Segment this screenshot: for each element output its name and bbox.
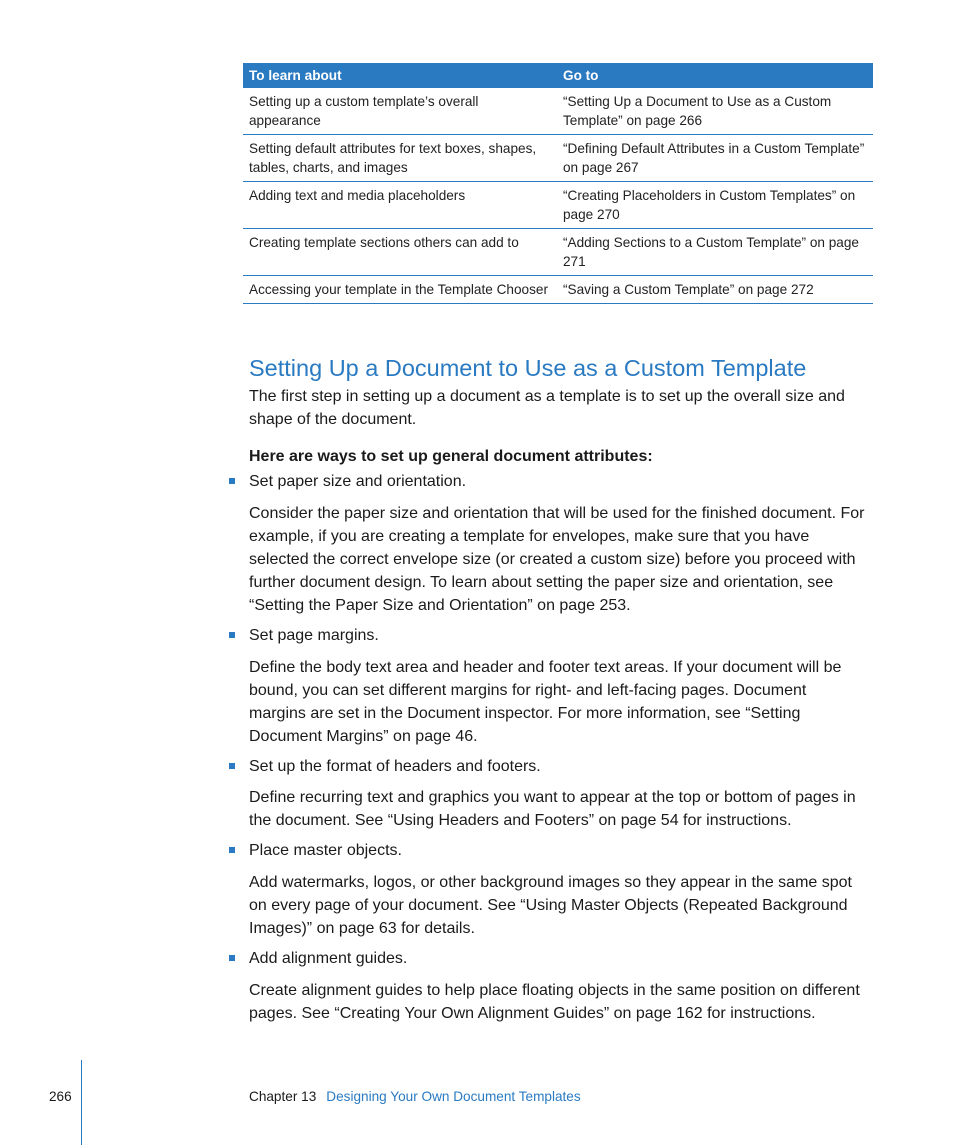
table-row <box>243 229 873 276</box>
bullet-label: Place master objects. <box>249 842 402 859</box>
table-cell-topic: Adding text and media placeholders <box>243 182 557 229</box>
table-cell-reference[interactable]: “Creating Placeholders in Custom Templates” on page 270 <box>557 182 873 229</box>
bullet-square-icon <box>229 763 235 769</box>
table-cell-topic: Setting default attributes for text boxes, shapes, tables, charts, and images <box>243 135 557 182</box>
page-number: 266 <box>49 1089 72 1104</box>
table-cell-topic: Setting up a custom template’s overall appearance <box>243 88 557 135</box>
footer-chapter <box>249 1089 581 1104</box>
bullet-body: Create alignment guides to help place floating objects in the same position on different pages. See “Creating Your Own Alignment Guides” on page 162 for instructions. <box>249 982 860 1022</box>
table-cell-reference[interactable]: “Adding Sections to a Custom Template” on page 271 <box>557 229 873 276</box>
lead-paragraph: Here are ways to set up general document attributes: <box>249 448 653 465</box>
chapter-title-link[interactable]: Designing Your Own Document Templates <box>326 1089 581 1104</box>
bullet-square-icon <box>229 847 235 853</box>
table-row <box>243 135 873 182</box>
bullet-square-icon <box>229 632 235 638</box>
intro-paragraph: The first step in setting up a document as a template is to set up the overall size and shape of the document. <box>249 388 845 428</box>
table-row <box>243 88 873 135</box>
bullet-label: Set page margins. <box>249 627 379 644</box>
table-header-row <box>243 63 873 88</box>
table-cell-reference[interactable]: “Saving a Custom Template” on page 272 <box>557 276 873 304</box>
table-header-goto: Go to <box>557 63 873 88</box>
table-cell-topic: Creating template sections others can add to <box>243 229 557 276</box>
bullet-body: Consider the paper size and orientation that will be used for the finished document. For example, if you are creating a template for envelopes, make sure that you have selected the correct envelope size (or created a custom size) before you proceed with further document design. To learn about setting the paper size and orientation, see “Setting the Paper Size and Orientation” on page 253. <box>249 505 865 614</box>
bullet-square-icon <box>229 478 235 484</box>
table-row <box>243 276 873 304</box>
bullet-body: Define the body text area and header and footer text areas. If your document will be bound, you can set different margins for right- and left-facing pages. Document margins are set in the Document inspector. For more information, see “Setting Document Margins” on page 46. <box>249 659 842 745</box>
bullet-body: Add watermarks, logos, or other background images so they appear in the same spot on every page of your document. See “Using Master Objects (Repeated Background Images)” on page 63 for details. <box>249 874 852 937</box>
bullet-square-icon <box>229 955 235 961</box>
table-row <box>243 182 873 229</box>
table-header-learn: To learn about <box>243 63 557 88</box>
bullet-label: Set paper size and orientation. <box>249 473 467 490</box>
reference-table <box>243 63 873 304</box>
footer-divider <box>81 1060 82 1145</box>
bullet-label: Add alignment guides. <box>249 950 408 967</box>
section-title: Setting Up a Document to Use as a Custom Template <box>249 355 807 381</box>
table-cell-reference[interactable]: “Defining Default Attributes in a Custom Template” on page 267 <box>557 135 873 182</box>
bullet-body: Define recurring text and graphics you want to appear at the top or bottom of pages in the document. See “Using Headers and Footers” on page 54 for instructions. <box>249 789 856 829</box>
bullet-label: Set up the format of headers and footers. <box>249 758 541 775</box>
table-cell-reference[interactable]: “Setting Up a Document to Use as a Custom Template” on page 266 <box>557 88 873 135</box>
table-cell-topic: Accessing your template in the Template Chooser <box>243 276 557 304</box>
chapter-label: Chapter 13 <box>249 1089 317 1104</box>
